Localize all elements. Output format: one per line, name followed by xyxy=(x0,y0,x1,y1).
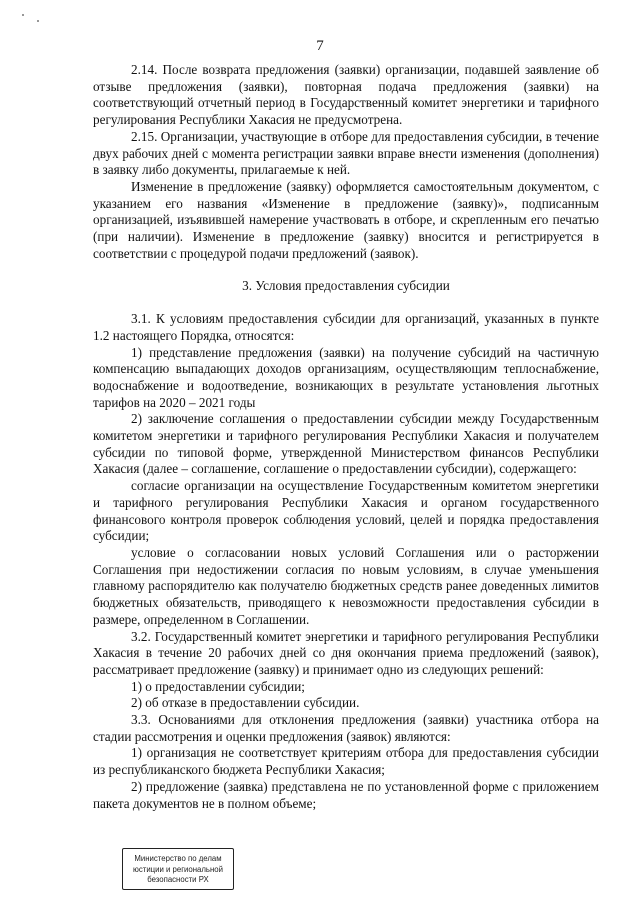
section-heading-3: 3. Условия предоставления субсидии xyxy=(242,278,450,294)
paragraph-3-3-item-1: 1) организация не соответствует критериям отбора для предоставления субсидии из республиканского бюджета Республики Хакасия; xyxy=(93,745,599,778)
paragraph-3-2-item-2: 2) об отказе в предоставлении субсидии. xyxy=(131,695,360,711)
paragraph-3-3-item-2: 2) предложение (заявка) представлена не по установленной форме с приложением пакета документов не в полном объеме; xyxy=(93,778,599,811)
stamp-line: безопасности РХ xyxy=(147,875,209,884)
paragraph-agreement-condition: условие о согласовании новых условий Соглашения или о расторжении Соглашения при недостижении согласия по новым условиям, в случае уменьшения главному распорядителю как получателю бюджетных средств ранее доведенных лимитов бюджетных обязательств, приводящего к невозможности предоставления субсидии в размере, определенном в Соглашении. xyxy=(93,544,599,627)
paragraph-3-1: 3.1. К условиям предоставления субсидии для организаций, указанных в пункте 1.2 настоящего Порядка, относятся: xyxy=(93,311,599,343)
paragraph-2-15: 2.15. Организации, участвующие в отборе для предоставления субсидии, в течение двух рабочих дней с момента регистрации заявки вправе внести изменения (дополнения) в заявку либо документы, прилагаемые к ней. xyxy=(93,128,599,178)
paragraph-3-1-item-1: 1) представление предложения (заявки) на получение субсидий на частичную компенсацию выпадающих доходов организациям, осуществляющим теплоснабжение, водоснабжение и водоотведение, возникающих в результате установления льготных тарифов на 2020 – 2021 годы xyxy=(93,344,599,410)
paragraph-3-3: 3.3. Основаниями для отклонения предложения (заявки) участника отбора на стадии рассмотрения и оценки предложения (заявок) являются: xyxy=(93,712,599,744)
paragraph-3-1-item-2: 2) заключение соглашения о предоставлении субсидии между Государственным комитетом энергетики и тарифного регулирования Республики Хакасия и получателем субсидии по типовой форме, утвержденной Министерством финансов Республики Хакасия (далее – соглашение, соглашение о предоставлении субсидии), содержащего: xyxy=(93,411,599,477)
paragraph-3-2-item-1: 1) о предоставлении субсидии; xyxy=(131,678,305,694)
document-body xyxy=(93,62,599,812)
stamp-line: юстиции и региональной xyxy=(133,864,223,874)
paragraph-change-request: Изменение в предложение (заявку) оформляется самостоятельным документом, с указанием его названия «Изменение в предложение (заявку)», подписанным организацией, изъявившей намерение участвовать в отборе, и скрепленным его печатью (при наличии). Изменение в предложение (заявку) вносится и регистрируется в соответствии с процедурой подачи предложений (заявок). xyxy=(93,178,599,261)
registration-stamp xyxy=(122,848,234,890)
scan-speck xyxy=(22,14,24,16)
paragraph-consent: согласие организации на осуществление Государственным комитетом энергетики и тарифного регулирования Республики Хакасия и органом государственного финансового контроля проверок соблюдения условий, целей и порядка предоставления субсидии; xyxy=(93,478,599,544)
paragraph-2-14: 2.14. После возврата предложения (заявки) организации, подавшей заявление об отзыве предложения (заявки), повторная подача предложения (заявки) на соответствующий отчетный период в Государственный комитет энергетики и тарифного регулирования Республики Хакасия не предусмотрена. xyxy=(93,62,599,128)
scan-speck xyxy=(37,20,39,22)
spacer xyxy=(93,295,599,311)
spacer xyxy=(93,262,599,278)
paragraph-3-2: 3.2. Государственный комитет энергетики и тарифного регулирования Республики Хакасия в течение 20 рабочих дней со дня окончания приема предложений (заявок), рассматривает предложение (заявку) и принимает одно из следующих решений: xyxy=(93,628,599,677)
stamp-line: Министерство по делам xyxy=(134,854,222,863)
page-number: 7 xyxy=(316,38,324,54)
